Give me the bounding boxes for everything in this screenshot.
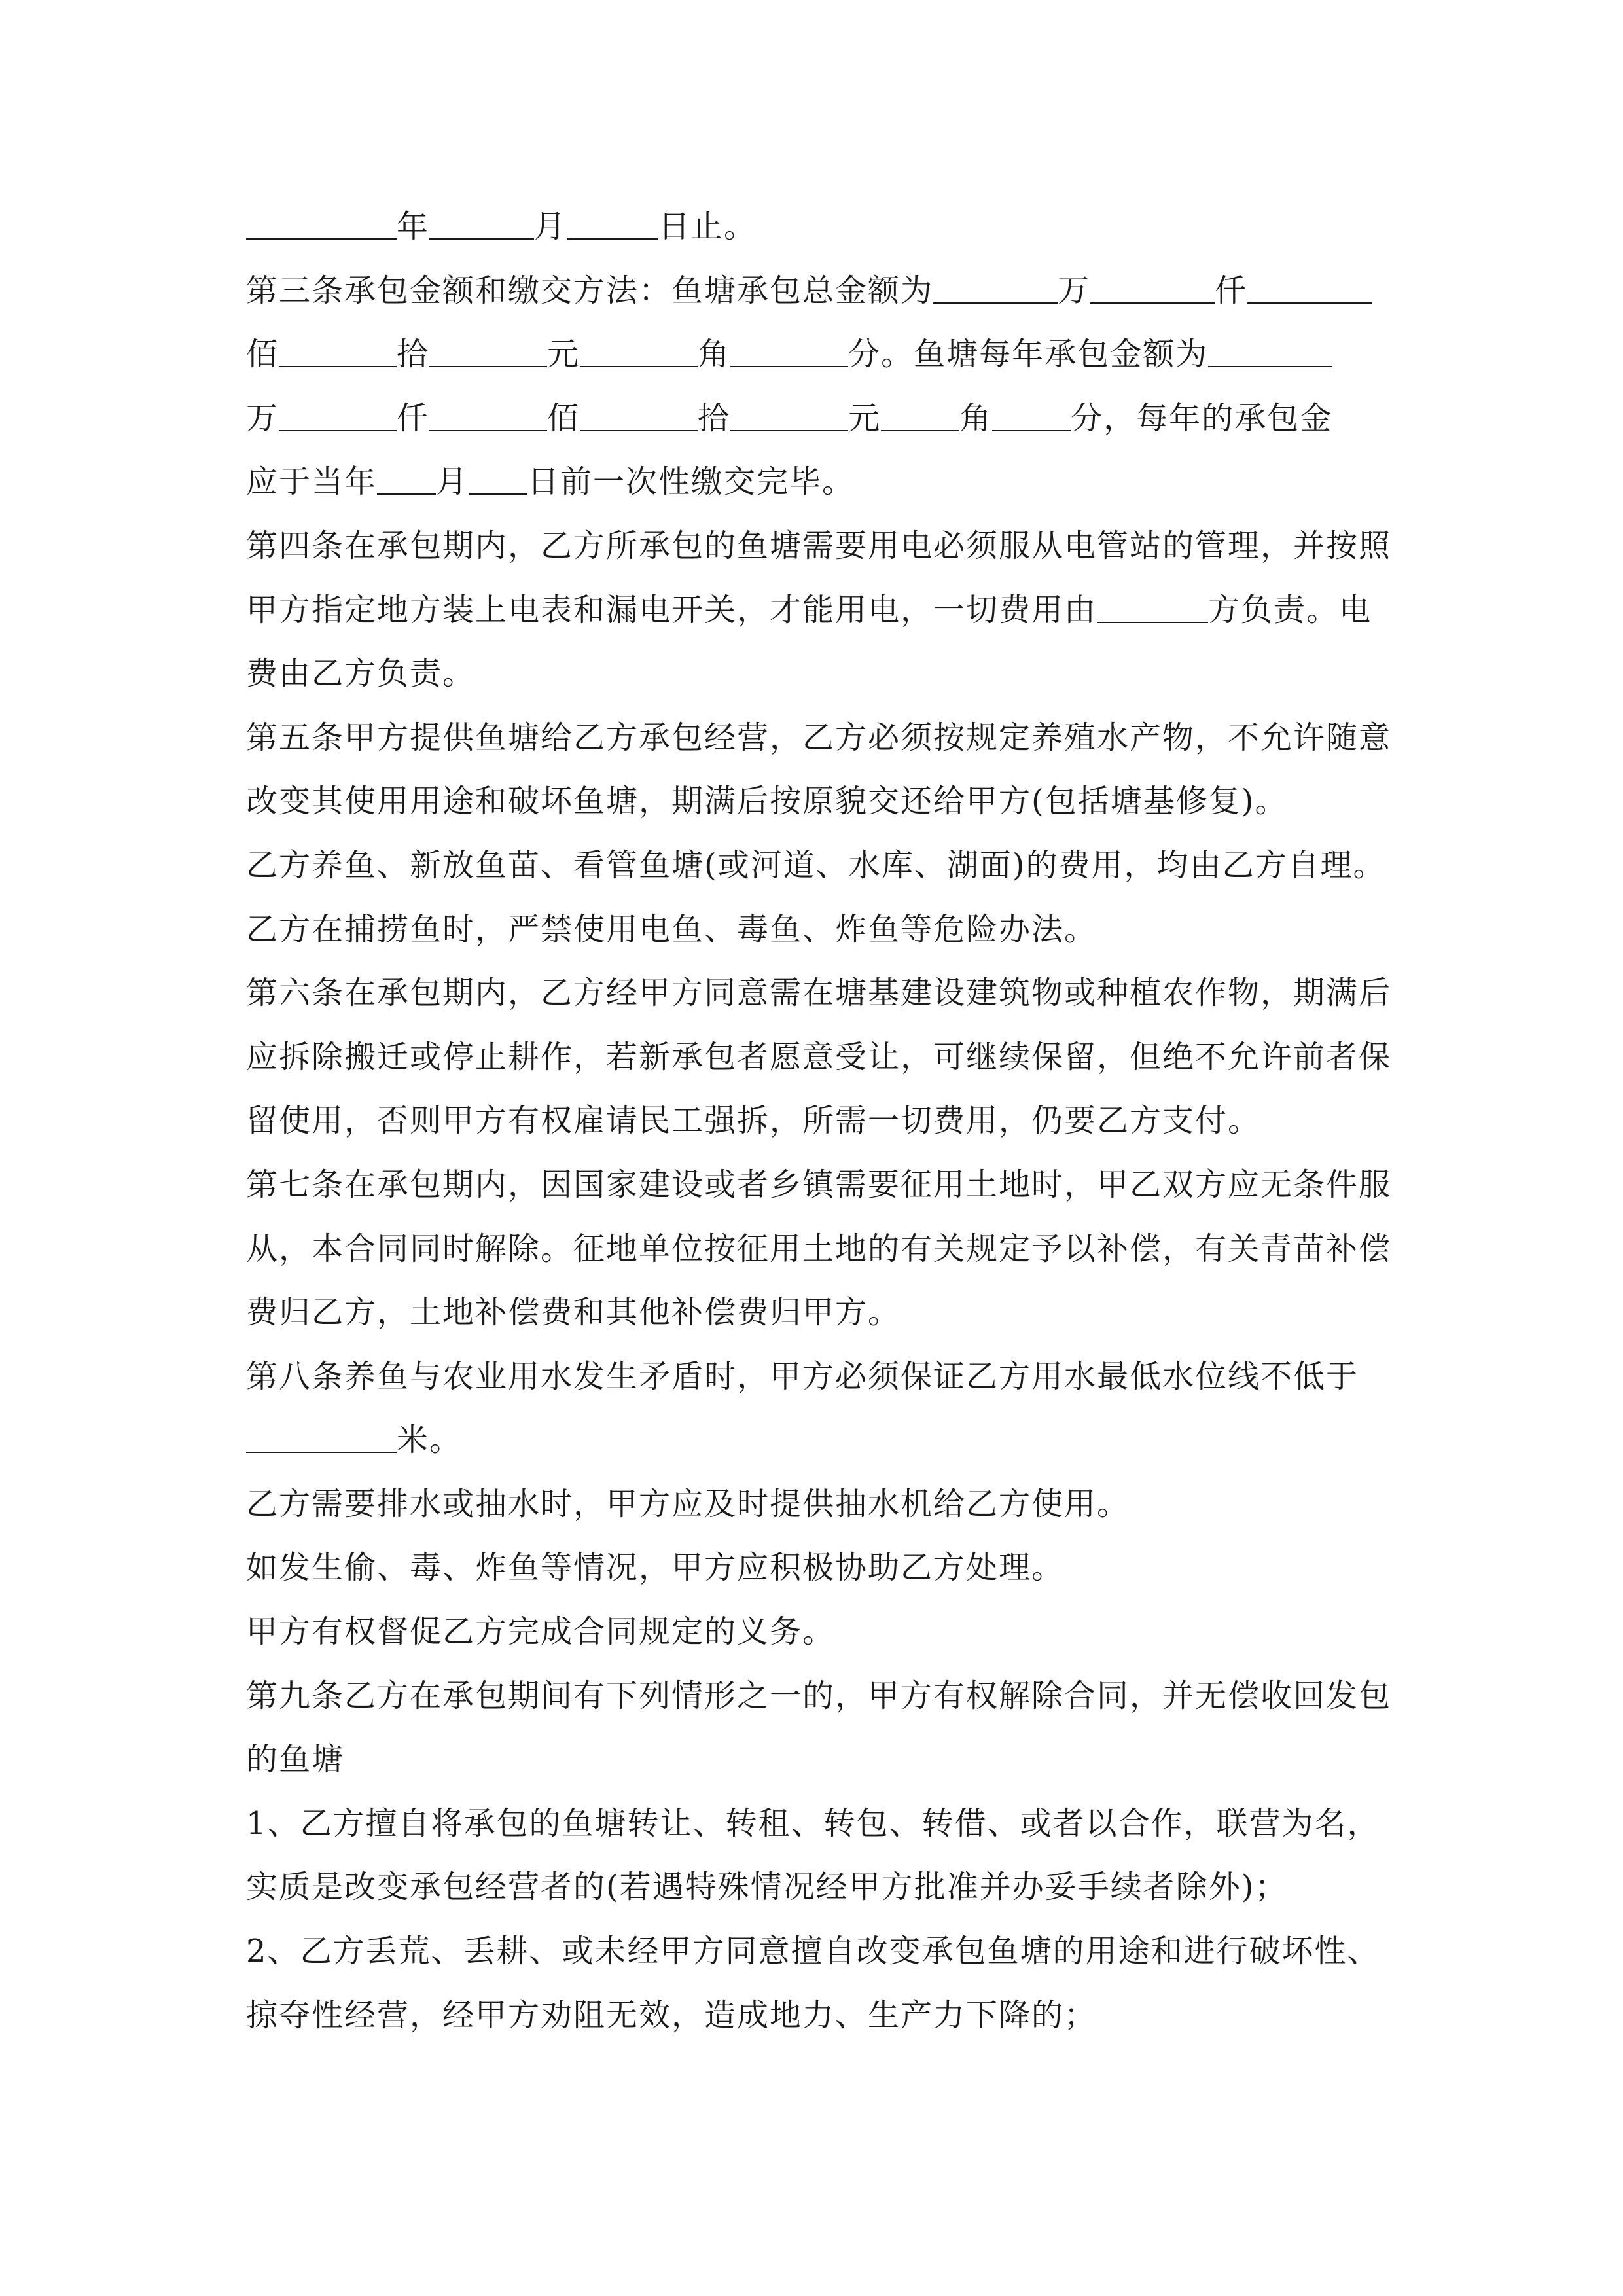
line-text: 乙方在捕捞鱼时，严禁使用电鱼、毒鱼、炸鱼等危险办法。 (246, 910, 1097, 948)
line-text: 拾 (397, 336, 430, 373)
line-text: 月 (534, 208, 567, 245)
line-text: 甲方指定地方装上电表和漏电开关，才能用电，一切费用由 (246, 591, 1097, 628)
line-text: 2、乙方丢荒、丢耕、或未经甲方同意擅自改变承包鱼塘的用途和进行破坏性、 (246, 1933, 1380, 1970)
line-text: 的鱼塘 (246, 1741, 345, 1778)
line-text: 仟 (397, 399, 430, 437)
text-line (246, 259, 1385, 323)
line-text: 如发生偷、毒、炸鱼等情况，甲方应积极协助乙方处理。 (246, 1549, 1065, 1587)
line-text: 第四条在承包期内，乙方所承包的鱼塘需要用电必须服从电管站的管理，并按照 (246, 527, 1392, 564)
fill-in-blank[interactable] (429, 212, 534, 240)
text-line (246, 1281, 1385, 1345)
fill-in-blank[interactable] (1090, 276, 1215, 304)
line-text: 留使用，否则甲方有权雇请民工强拆，所需一切费用，仍要乙方支付。 (246, 1102, 1261, 1139)
line-text: 第五条甲方提供鱼塘给乙方承包经营，乙方必须按规定养殖水产物，不允许随意 (246, 719, 1392, 756)
line-text: 日止。 (658, 208, 757, 245)
line-text: 乙方需要排水或抽水时，甲方应及时提供抽水机给乙方使用。 (246, 1485, 1130, 1522)
fill-in-blank[interactable] (730, 404, 848, 431)
fill-in-blank[interactable] (881, 404, 959, 431)
text-line (246, 579, 1385, 643)
text-line (246, 514, 1392, 579)
text-line (246, 898, 1385, 962)
text-line (246, 1600, 1385, 1664)
fill-in-blank[interactable] (377, 467, 436, 495)
line-text: 费由乙方负责。 (246, 655, 476, 692)
text-line (246, 1345, 1385, 1409)
line-text: 方负责。电 (1208, 591, 1372, 628)
line-text: 甲方有权督促乙方完成合同规定的义务。 (246, 1613, 836, 1651)
line-text: 改变其使用用途和破坏鱼塘，期满后按原貌交还给甲方(包括塘基修复)。 (246, 783, 1288, 820)
text-line (246, 770, 1385, 834)
text-line (246, 1792, 1385, 1856)
text-line (246, 1153, 1392, 1217)
line-text: 费归乙方，土地补偿费和其他补偿费归甲方。 (246, 1294, 901, 1331)
line-text: 分。鱼塘每年承包金额为 (848, 336, 1209, 373)
fill-in-blank[interactable] (279, 340, 397, 367)
fill-in-blank[interactable] (246, 212, 397, 240)
fill-in-blank[interactable] (992, 404, 1071, 431)
line-text: 掠夺性经营，经甲方劝阻无效，造成地力、生产力下降的； (246, 1996, 1097, 2034)
text-line (246, 1920, 1385, 1984)
line-text: 米。 (397, 1422, 463, 1459)
fill-in-blank[interactable] (1097, 596, 1208, 623)
line-text: 第七条在承包期内，因国家建设或者乡镇需要征用土地时，甲乙双方应无条件服 (246, 1166, 1392, 1203)
line-text: 角 (959, 399, 993, 437)
text-line (246, 706, 1392, 770)
text-line (246, 1856, 1385, 1920)
text-line (246, 1664, 1392, 1729)
line-text: 月 (436, 463, 469, 501)
text-line (246, 1408, 1385, 1473)
line-text: 实质是改变承包经营者的(若遇特殊情况经甲方批准并办妥手续者除外)； (246, 1869, 1288, 1906)
line-text: 应拆除搬迁或停止耕作，若新承包者愿意受让，可继续保留，但绝不允许前者保 (246, 1038, 1392, 1075)
line-text: 第八条养鱼与农业用水发生矛盾时，甲方必须保证乙方用水最低水位线不低于 (246, 1357, 1359, 1395)
line-text: 从，本合同同时解除。征地单位按征用土地的有关规定予以补偿，有关青苗补偿 (246, 1230, 1392, 1267)
text-line (246, 1536, 1385, 1600)
line-text: 仟 (1215, 272, 1248, 309)
text-line (246, 1728, 1385, 1792)
fill-in-blank[interactable] (933, 276, 1058, 304)
line-text: 角 (698, 336, 731, 373)
line-text: 第九条乙方在承包期间有下列情形之一的，甲方有权解除合同，并无偿收回发包 (246, 1677, 1392, 1714)
line-text: 应于当年 (246, 463, 378, 501)
text-line (246, 1473, 1385, 1537)
line-text: 第三条承包金额和缴交方法：鱼塘承包总金额为 (246, 272, 934, 309)
text-line (246, 1984, 1385, 2048)
fill-in-blank[interactable] (730, 340, 848, 367)
text-line (246, 387, 1385, 451)
text-line (246, 834, 1385, 898)
line-text: 第六条在承包期内，乙方经甲方同意需在塘基建设建筑物或种植农作物，期满后 (246, 975, 1392, 1012)
text-line (246, 1026, 1392, 1090)
line-text: 1、乙方擅自将承包的鱼塘转让、转租、转包、转借、或者以合作，联营为名， (246, 1804, 1380, 1842)
line-text: 年 (397, 208, 430, 245)
text-line (246, 450, 1385, 514)
fill-in-blank[interactable] (429, 404, 547, 431)
fill-in-blank[interactable] (567, 212, 658, 240)
line-text: 分，每年的承包金 (1071, 399, 1333, 437)
text-line (246, 1217, 1392, 1282)
fill-in-blank[interactable] (279, 404, 397, 431)
text-line (246, 323, 1385, 387)
text-line (246, 195, 1385, 259)
fill-in-blank[interactable] (580, 340, 698, 367)
fill-in-blank[interactable] (246, 1426, 397, 1453)
text-line (246, 961, 1392, 1026)
fill-in-blank[interactable] (469, 467, 527, 495)
text-line (246, 642, 1385, 706)
line-text: 乙方养鱼、新放鱼苗、看管鱼塘(或河道、水库、湖面)的费用，均由乙方自理。 (246, 846, 1386, 884)
fill-in-blank[interactable] (1208, 340, 1332, 367)
line-text: 万 (1058, 272, 1091, 309)
line-text: 万 (246, 399, 279, 437)
line-text: 佰 (547, 399, 580, 437)
line-text: 拾 (698, 399, 731, 437)
contract-body (246, 195, 1392, 2047)
line-text: 日前一次性缴交完毕。 (527, 463, 855, 501)
text-line (246, 1089, 1385, 1153)
fill-in-blank[interactable] (1247, 276, 1372, 304)
line-text: 元 (848, 399, 882, 437)
fill-in-blank[interactable] (580, 404, 698, 431)
line-text: 佰 (246, 336, 279, 373)
fill-in-blank[interactable] (429, 340, 547, 367)
line-text: 元 (547, 336, 580, 373)
